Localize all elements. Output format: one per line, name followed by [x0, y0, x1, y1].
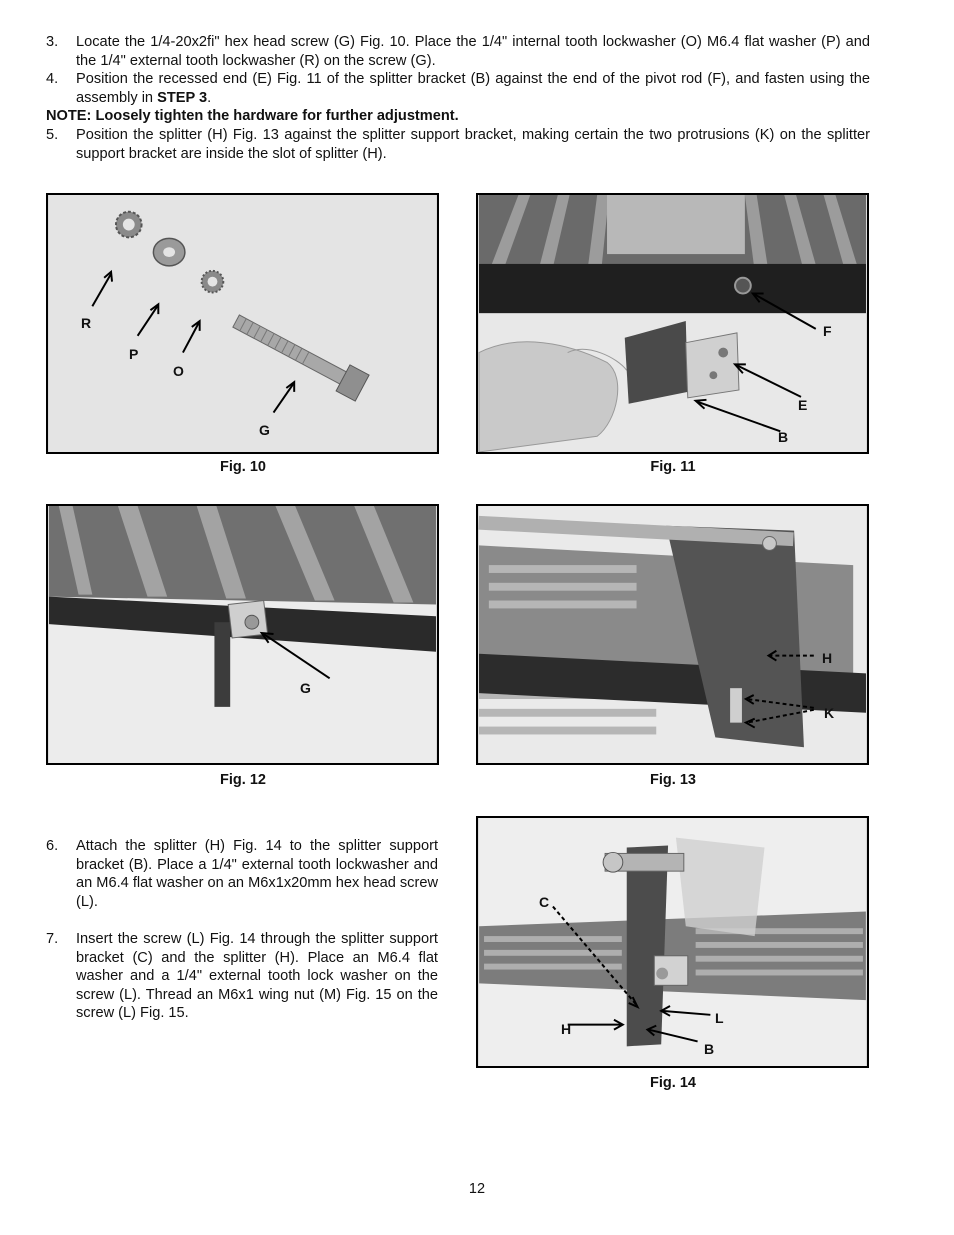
step-text: Locate the 1/4-20x2fi" hex head screw (G) Fig. 10. Place the 1/4" internal tooth lockwasher (O) M6.4 flat washer (P) and the 1/4" external tooth lockwasher (R) on the screw (G).	[76, 34, 870, 69]
page-number: 12	[468, 1181, 486, 1197]
figure-14-photo	[476, 816, 869, 1068]
callout-l: L	[715, 1010, 724, 1026]
figure-12-photo	[46, 504, 439, 765]
figure-10-photo	[46, 193, 439, 454]
bracket-pivot-illustration	[478, 195, 867, 452]
step-text: Attach the splitter (H) Fig. 14 to the splitter support bracket (B). Place a 1/4" external tooth lockwasher and an M6.4 flat washer on an M6x1x20mm hex head screw (L).	[76, 838, 438, 910]
figure-14-caption: Fig. 14	[650, 1075, 696, 1091]
step-number: 7.	[46, 930, 59, 947]
step-text-part: Position the recessed end (E) Fig. 11 of the splitter bracket (B) against the end of the pivot rod (F), and fasten using the assembly in	[76, 71, 870, 106]
callout-b: B	[778, 429, 789, 445]
figure-11-caption: Fig. 11	[650, 459, 696, 475]
step-text	[76, 70, 870, 107]
step-number: 4.	[46, 71, 59, 88]
callout-b: B	[704, 1041, 715, 1057]
figure-12-caption: Fig. 12	[220, 772, 266, 788]
callout-e: E	[798, 397, 808, 413]
figure-13-photo	[476, 504, 869, 765]
callout-p: P	[129, 346, 139, 362]
note: NOTE: Loosely tighten the hardware for further adjustment.	[46, 108, 459, 125]
splitter-attached-illustration	[478, 818, 867, 1066]
callout-f: F	[823, 323, 832, 339]
figure-10-caption: Fig. 10	[220, 459, 266, 475]
step-number: 6.	[46, 838, 59, 854]
step-text-part: .	[207, 89, 212, 106]
figure-11-photo	[476, 193, 869, 454]
callout-g: G	[259, 422, 270, 438]
callout-c: C	[539, 894, 550, 910]
instructions-top	[46, 33, 870, 163]
step-7	[46, 930, 438, 1023]
callout-r: R	[81, 315, 92, 331]
step-3	[46, 33, 870, 70]
splitter-placement-illustration	[478, 506, 867, 763]
figure-13-caption: Fig. 13	[650, 772, 696, 788]
callout-h: H	[561, 1021, 572, 1037]
callout-o: O	[173, 363, 184, 379]
callout-g: G	[300, 680, 311, 696]
step-text: Position the splitter (H) Fig. 13 against the splitter support bracket, making certain the two protrusions (K) on the splitter support bracket are inside the slot of splitter (H).	[76, 126, 870, 162]
step-number: 3.	[46, 34, 59, 50]
step-text: Insert the screw (L) Fig. 14 through the splitter support bracket (C) and the splitter (H). Place an M6.4 flat washer and a 1/4" external tooth lock washer on the screw (L). Thread an M6x1 wing nut (M) Fig. 15 on the screw (L) Fig. 15.	[76, 930, 438, 1022]
step-5	[46, 126, 870, 163]
callout-k: K	[824, 705, 835, 721]
instructions-bottom	[46, 837, 438, 1042]
step-number: 5.	[46, 126, 59, 143]
step-reference: STEP 3	[157, 89, 208, 106]
step-4	[46, 70, 870, 107]
callout-h: H	[822, 650, 833, 666]
mounted-bracket-illustration	[48, 506, 437, 763]
hardware-illustration	[48, 195, 437, 452]
step-6	[46, 837, 438, 911]
